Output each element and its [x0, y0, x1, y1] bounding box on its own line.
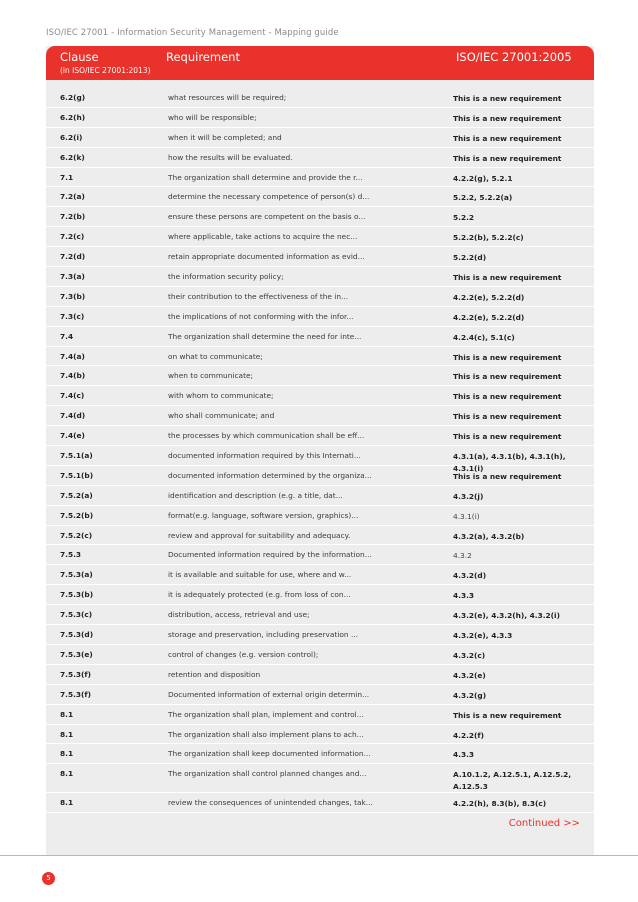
iso2005-cell: 4.3.2(e)	[453, 670, 486, 680]
requirement-cell: Documented information of external origin determin...	[168, 689, 370, 699]
iso2005-cell: 5.2.2, 5.2.2(a)	[453, 193, 513, 203]
clause-cell: 7.1	[60, 172, 74, 182]
requirement-cell: what resources will be required;	[168, 93, 287, 102]
iso2005-cell: A.10.1.2, A.12.5.1, A.12.5.2, A.12.5.3	[453, 770, 572, 792]
requirement-cell: review and approval for suitability and adequacy.	[168, 530, 351, 540]
iso2005-cell: 4.2.2(f)	[453, 730, 485, 740]
clause-cell: 7.5.3(f)	[60, 689, 92, 699]
iso2005-cell: This is a new requirement	[453, 352, 562, 362]
table-row	[46, 406, 594, 426]
requirement-cell: it is adequately protected (e.g. from loss of con...	[168, 590, 351, 600]
requirement-cell: it is available and suitable for use, where and w...	[168, 570, 352, 580]
requirement-cell: the information security policy;	[168, 272, 284, 282]
table-row	[46, 685, 594, 705]
clause-cell: 7.2(d)	[60, 252, 86, 262]
iso2005-cell: 5.2.2	[453, 213, 475, 223]
requirement-cell: where applicable, take actions to acquire the nec...	[168, 232, 358, 242]
requirement-cell: the processes by which communication shall be eff...	[168, 431, 365, 441]
clause-cell: 8.1	[60, 798, 74, 808]
table-row	[46, 725, 594, 745]
clause-cell: 7.4(b)	[60, 371, 86, 381]
clause-cell: 8.1	[60, 769, 74, 779]
clause-cell: 6.2(i)	[60, 132, 83, 142]
requirement-cell: The organization shall determine the need for inte...	[168, 331, 362, 341]
requirement-cell: when it will be completed; and	[168, 132, 282, 142]
clause-cell: 6.2(h)	[60, 112, 86, 122]
iso2005-cell: 4.3.3	[453, 591, 475, 601]
clause-cell: 7.4(e)	[60, 431, 85, 441]
requirement-cell: review the consequences of unintended changes, tak...	[168, 798, 373, 808]
requirement-cell: The organization shall also implement plans to ach...	[168, 729, 364, 739]
requirement-cell: documented information required by this Internati...	[168, 451, 361, 461]
iso2005-cell: 4.2.4(c), 5.1(c)	[453, 332, 515, 342]
iso2005-cell: 4.3.2(e), 4.3.3	[453, 631, 513, 641]
clause-cell: 7.5.3(c)	[60, 610, 93, 620]
iso2005-cell: 4.3.2	[453, 551, 472, 561]
table-row	[46, 347, 594, 367]
iso2005-cell: 4.2.2(e), 5.2.2(d)	[453, 292, 525, 302]
clause-cell: 8.1	[60, 709, 74, 719]
iso2005-cell: This is a new requirement	[453, 94, 562, 103]
header-iso2005: ISO/IEC 27001:2005	[456, 50, 572, 64]
clause-cell: 7.3(a)	[60, 272, 85, 282]
table-row	[46, 744, 594, 764]
table-row	[46, 705, 594, 725]
table-row	[46, 88, 594, 108]
table-row	[46, 168, 594, 188]
iso2005-cell: This is a new requirement	[453, 412, 562, 422]
iso2005-cell: 4.3.3	[453, 750, 475, 760]
requirement-cell: distribution, access, retrieval and use;	[168, 610, 310, 620]
iso2005-cell: 4.3.2(j)	[453, 491, 484, 501]
table-row	[46, 267, 594, 287]
requirement-cell: how the results will be evaluated.	[168, 152, 293, 162]
header-clause: Clause	[60, 50, 99, 64]
page-number: 5	[42, 872, 55, 885]
table-row	[46, 793, 594, 813]
iso2005-cell: 5.2.2(d)	[453, 253, 487, 263]
table-row	[46, 665, 594, 685]
requirement-cell: ensure these persons are competent on the basis o...	[168, 212, 366, 222]
clause-cell: 7.5.2(b)	[60, 510, 94, 520]
iso2005-cell: 4.2.2(e), 5.2.2(d)	[453, 312, 525, 322]
iso2005-cell: 4.3.2(e), 4.3.2(h), 4.3.2(i)	[453, 611, 560, 621]
iso2005-cell: This is a new requirement	[453, 273, 562, 283]
header-clause-sub: (in ISO/IEC 27001:2013)	[60, 66, 151, 75]
table-row	[46, 327, 594, 347]
iso2005-cell: This is a new requirement	[453, 153, 562, 163]
iso2005-cell: 4.3.2(g)	[453, 690, 487, 700]
table-row	[46, 565, 594, 585]
table-row	[46, 446, 594, 474]
requirement-cell: The organization shall determine and provide the r...	[168, 172, 363, 182]
requirement-cell: retain appropriate documented information as evid...	[168, 252, 365, 262]
clause-cell: 7.2(c)	[60, 232, 85, 242]
iso2005-cell: 4.3.2(a), 4.3.2(b)	[453, 531, 525, 541]
iso2005-cell: This is a new requirement	[453, 471, 562, 481]
requirement-cell: who shall communicate; and	[168, 411, 275, 421]
table-row	[46, 506, 594, 526]
mapping-table	[46, 46, 594, 856]
clause-cell: 7.2(a)	[60, 192, 85, 202]
requirement-cell: storage and preservation, including preservation ...	[168, 630, 359, 640]
clause-cell: 7.5.3(f)	[60, 669, 92, 679]
requirement-cell: The organization shall plan, implement and control...	[168, 709, 364, 719]
requirement-cell: identification and description (e.g. a title, dat...	[168, 490, 343, 500]
continued-label: Continued >>	[508, 818, 580, 829]
table-row	[46, 108, 594, 128]
iso2005-cell: 4.3.1(a), 4.3.1(b), 4.3.1(h), 4.3.1(i)	[453, 452, 566, 474]
requirement-cell: The organization shall keep documented information...	[168, 749, 371, 759]
table-body	[46, 88, 594, 813]
requirement-cell: documented information determined by the organiza...	[168, 470, 372, 480]
clause-cell: 8.1	[60, 749, 74, 759]
table-row	[46, 247, 594, 267]
clause-cell: 7.4(d)	[60, 411, 86, 421]
table-row	[46, 526, 594, 546]
table-row	[46, 366, 594, 386]
iso2005-cell: 4.3.2(c)	[453, 650, 486, 660]
table-row	[46, 486, 594, 506]
clause-cell: 7.5.3(e)	[60, 649, 93, 659]
table-row	[46, 386, 594, 406]
iso2005-cell: 4.2.2(g), 5.2.1	[453, 173, 513, 183]
requirement-cell: Documented information required by the information...	[168, 550, 372, 560]
table-header	[46, 46, 594, 80]
requirement-cell: who will be responsible;	[168, 112, 257, 122]
iso2005-cell: 4.2.2(h), 8.3(b), 8.3(c)	[453, 799, 547, 809]
clause-cell: 7.4(a)	[60, 351, 85, 361]
table-row	[46, 227, 594, 247]
iso2005-cell: This is a new requirement	[453, 432, 562, 442]
table-row	[46, 585, 594, 605]
iso2005-cell: This is a new requirement	[453, 710, 562, 720]
table-row	[46, 307, 594, 327]
table-row	[46, 605, 594, 625]
requirement-cell: their contribution to the effectiveness of the in...	[168, 291, 349, 301]
clause-cell: 7.4(c)	[60, 391, 85, 401]
header-requirement: Requirement	[166, 50, 240, 64]
table-row	[46, 207, 594, 227]
table-row	[46, 148, 594, 168]
table-row	[46, 128, 594, 148]
clause-cell: 7.5.3(b)	[60, 590, 94, 600]
iso2005-cell: 5.2.2(b), 5.2.2(c)	[453, 233, 524, 243]
footer-divider	[0, 855, 638, 856]
iso2005-cell: 4.3.2(d)	[453, 571, 487, 581]
table-row	[46, 466, 594, 486]
clause-cell: 7.5.3(d)	[60, 630, 94, 640]
iso2005-cell: This is a new requirement	[453, 392, 562, 402]
requirement-cell: The organization shall control planned changes and...	[168, 769, 367, 779]
requirement-cell: with whom to communicate;	[168, 391, 274, 401]
clause-cell: 7.2(b)	[60, 212, 86, 222]
clause-cell: 7.5.3	[60, 550, 82, 560]
document-title: ISO/IEC 27001 - Information Security Management - Mapping guide	[46, 28, 339, 38]
table-row	[46, 625, 594, 645]
clause-cell: 6.2(g)	[60, 93, 86, 102]
iso2005-cell: 4.3.1(i)	[453, 511, 480, 521]
iso2005-cell: This is a new requirement	[453, 372, 562, 382]
requirement-cell: when to communicate;	[168, 371, 254, 381]
requirement-cell: determine the necessary competence of person(s) d...	[168, 192, 370, 202]
requirement-cell: format(e.g. language, software version, graphics)...	[168, 510, 359, 520]
table-row	[46, 187, 594, 207]
clause-cell: 8.1	[60, 729, 74, 739]
clause-cell: 7.5.3(a)	[60, 570, 93, 580]
clause-cell: 7.5.2(c)	[60, 530, 93, 540]
requirement-cell: the implications of not conforming with the infor...	[168, 311, 354, 321]
clause-cell: 7.5.1(a)	[60, 451, 93, 461]
clause-cell: 7.3(c)	[60, 311, 85, 321]
iso2005-cell: This is a new requirement	[453, 113, 562, 123]
table-row	[46, 645, 594, 665]
iso2005-cell: This is a new requirement	[453, 133, 562, 143]
clause-cell: 7.4	[60, 331, 74, 341]
table-row	[46, 426, 594, 446]
requirement-cell: on what to communicate;	[168, 351, 263, 361]
requirement-cell: retention and disposition	[168, 669, 261, 679]
table-row	[46, 287, 594, 307]
clause-cell: 6.2(k)	[60, 152, 85, 162]
clause-cell: 7.5.1(b)	[60, 470, 94, 480]
clause-cell: 7.5.2(a)	[60, 490, 93, 500]
table-row	[46, 764, 594, 793]
clause-cell: 7.3(b)	[60, 291, 86, 301]
requirement-cell: control of changes (e.g. version control);	[168, 649, 319, 659]
table-row	[46, 545, 594, 565]
